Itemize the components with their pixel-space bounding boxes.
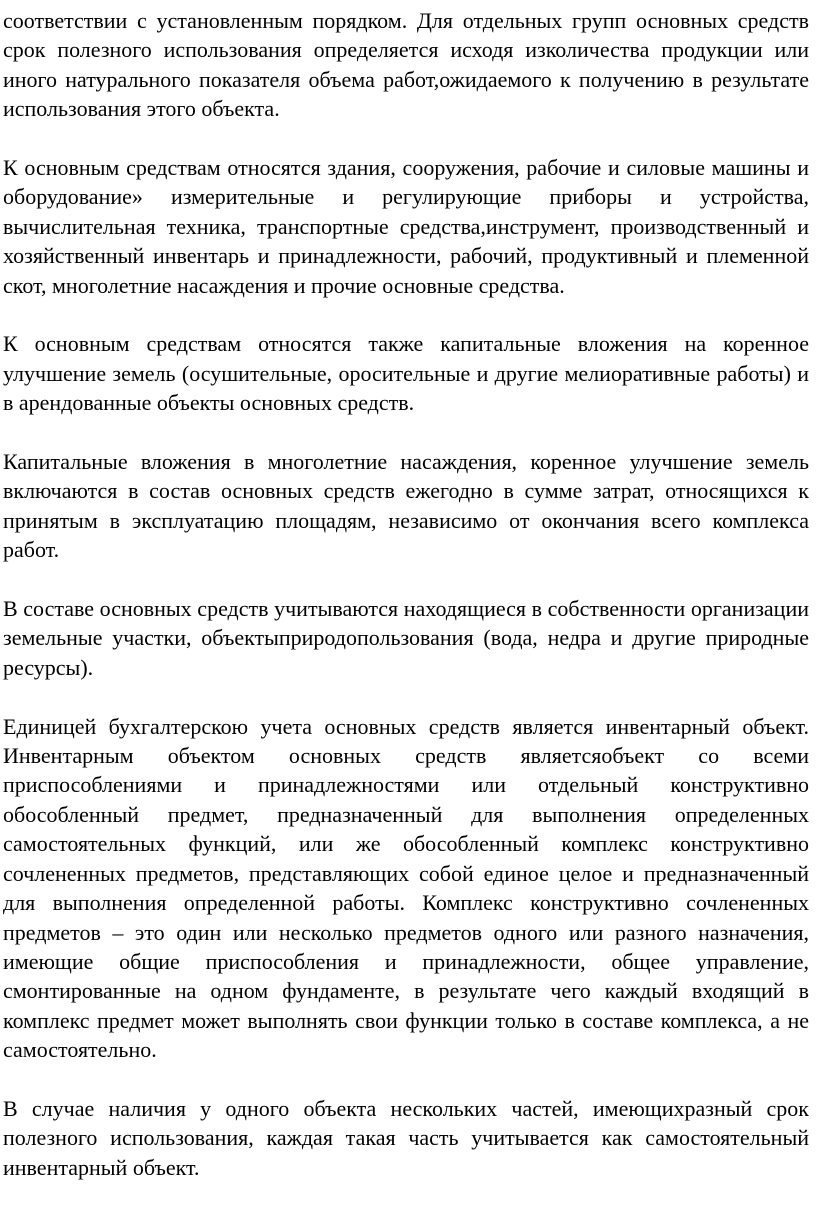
- paragraph-useful-life-continuation: соответствии с установленным порядком. Для отдельных групп основных средств срок полезного использования определяется исходя изколичества продукции или иного натурального показателя объема работ,ожидаемого к получению в результате использования этого объекта.: [3, 8, 809, 122]
- paragraph-multiple-parts: В случае наличия у одного объекта нескольких частей, имеющихразный срок полезного использования, каждая такая часть учитывается как самостоятельный инвентарный объект.: [3, 1095, 809, 1180]
- paragraph-land-plots: В составе основных средств учитываются находящиеся в собственности организации земельные участки, объектыприродопользования (вода, недра и другие природные ресурсы).: [3, 596, 809, 680]
- paragraph-capital-investments-land: К основным средствам относятся также капитальные вложения на коренное улучшение земель (осушительные, оросительные и другие мелиоративные работы) и в арендованные объекты основных средств.: [3, 331, 809, 416]
- paragraph-fixed-assets-list: К основным средствам относятся здания, сооружения, рабочие и силовые машины и оборудование» измерительные и регулирующие приборы и устройства, вычислительная техника, транспортные средства,инструмент, производственный и хозяйственный инвентарь и принадлежности, рабочий, продуктивный и племенной скот, многолетние насаждения и прочие основные средства.: [3, 155, 809, 298]
- paragraph-perennial-plantings: Капитальные вложения в многолетние насаждения, коренное улучшение земель включаются в состав основных средств ежегодно в сумме затрат, относящихся к принятым в эксплуатацию площадям, независимо от окончания всего комплекса работ.: [3, 449, 809, 563]
- paragraph-inventory-object: Единицей бухгалтерскою учета основных средств является инвентарный объект. Инвентарным объектом основных средств являетсяобъект со всеми приспособлениями и принадлежностями или отдельный конструктивно обособленный предмет, предназначенный для выполнения определенных самостоятельных функций, или же обособленный комплекс конструктивно сочлененных предметов, представляющих собой единое целое и предназначенный для выполнения определенной работы. Комплекс конструктивно сочлененных предметов – это один или несколько предметов одного или разного назначения, имеющие общие приспособления и принадлежности, общее управление, смонтированные на одном фундаменте, в результате чего каждый входящий в комплекс предмет может выполнять свои функции только в составе комплекса, а не самостоятельно.: [3, 713, 809, 1063]
